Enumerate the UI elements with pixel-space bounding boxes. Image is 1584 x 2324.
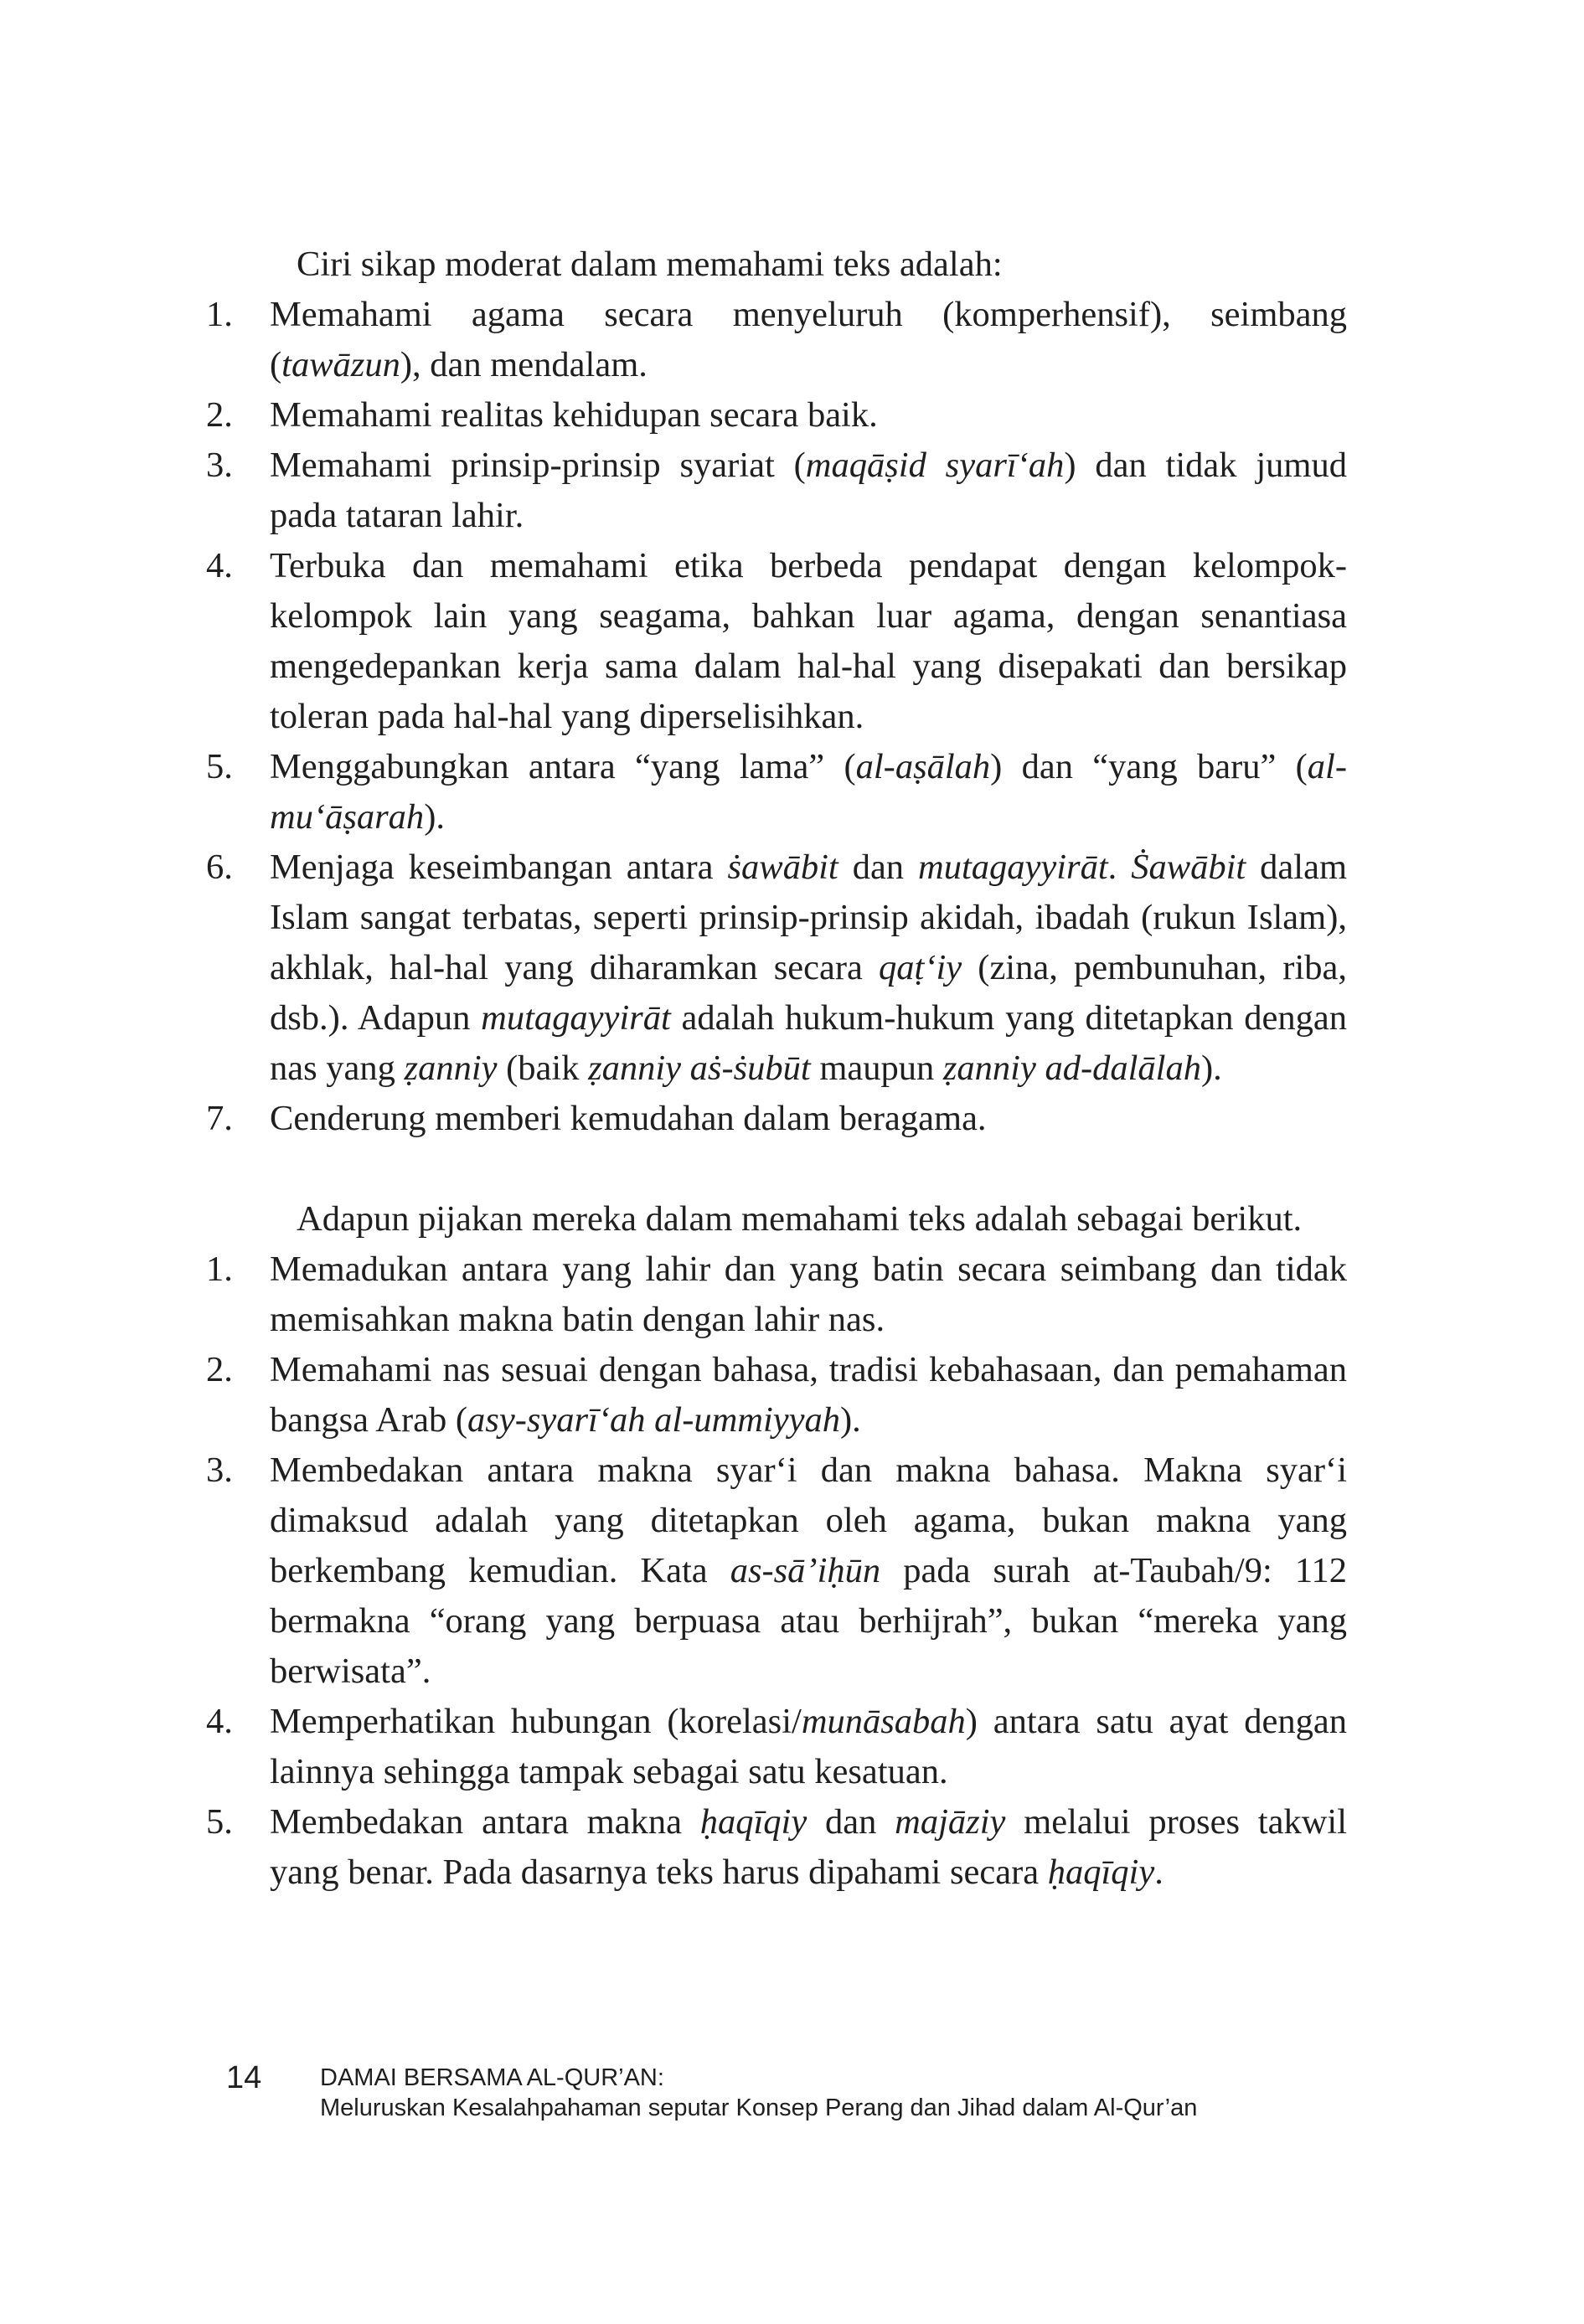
- intro-paragraph-1: Ciri sikap moderat dalam memahami teks adalah:: [297, 245, 1003, 284]
- trait-item-2: [206, 390, 1347, 441]
- list-item-text: Membedakan antara makna ḥaqīqiy dan majāziy melalui proses takwil yang benar. Pada dasarnya teks harus dipahami secara ḥaqīqiy.: [270, 1802, 1347, 1892]
- principle-item-1: [206, 1244, 1347, 1345]
- principle-item-5: [206, 1797, 1347, 1898]
- list-item-text: Menjaga keseimbangan antara ṡawābit dan mutagayyirāt. Ṡawābit dalam Islam sangat terbatas, seperti prinsip-prinsip akidah, ibadah (rukun Islam), akhlak, hal-hal yang diharamkan secara qaṭ‘iy (zina, pembunuhan, riba, dsb.). Adapun mutagayyirāt adalah hukum-hukum yang ditetapkan dengan nas yang ẓanniy (baik ẓanniy aṡ-ṡubūt maupun ẓanniy ad-dalālah).: [270, 848, 1347, 1088]
- page-number: 14: [226, 2060, 262, 2095]
- list-number: 1.: [206, 1250, 233, 1289]
- page-body: [206, 240, 1347, 1898]
- list-item-text: Memperhatikan hubungan (korelasi/munāsabah) antara satu ayat dengan lainnya sehingga tampak sebagai satu kesatuan.: [270, 1702, 1347, 1791]
- list-number: 4.: [206, 546, 233, 585]
- list-item-text: Memahami agama secara menyeluruh (komperhensif), seimbang (tawāzun), dan mendalam.: [270, 295, 1347, 384]
- book-subtitle: Meluruskan Kesalahpahaman seputar Konsep Perang dan Jihad dalam Al-Qur’an: [320, 2095, 1198, 2121]
- running-head: [320, 2063, 1283, 2123]
- list-item-text: Memadukan antara yang lahir dan yang batin secara seimbang dan tidak memisahkan makna batin dengan lahir nas.: [270, 1250, 1347, 1339]
- list-number: 1.: [206, 295, 233, 334]
- list-item-text: Memahami nas sesuai dengan bahasa, tradisi kebahasaan, dan pemahaman bangsa Arab (asy-syarī‘ah al-ummiyyah).: [270, 1350, 1347, 1440]
- trait-item-4: [206, 541, 1347, 742]
- list-number: 3.: [206, 446, 233, 485]
- list-number: 2.: [206, 395, 233, 435]
- section-gap: [206, 1144, 1347, 1194]
- list-number: 5.: [206, 1802, 233, 1842]
- moderate-traits-list: [206, 290, 1347, 1144]
- list-number: 6.: [206, 848, 233, 887]
- list-item-text: Terbuka dan memahami etika berbeda pendapat dengan kelompok-kelompok lain yang seagama, bahkan luar agama, dengan senantiasa mengedepankan kerja sama dalam hal-hal yang disepakati dan bersikap toleran pada hal-hal yang diperselisihkan.: [270, 546, 1347, 736]
- list-item-text: Memahami prinsip-prinsip syariat (maqāṣid syarī‘ah) dan tidak jumud pada tataran lahir.: [270, 446, 1347, 535]
- principle-item-3: [206, 1445, 1347, 1697]
- principle-item-4: [206, 1697, 1347, 1797]
- principle-item-2: [206, 1345, 1347, 1445]
- text-principles-list: [206, 1244, 1347, 1898]
- list-number: 5.: [206, 747, 233, 786]
- list-item-text: Membedakan antara makna syar‘i dan makna bahasa. Makna syar‘i dimaksud adalah yang ditetapkan oleh agama, bukan makna yang berkembang kemudian. Kata as-sā’iḥūn pada surah at-Taubah/9: 112 bermakna “orang yang berpuasa atau berhijrah”, bukan “mereka yang berwisata”.: [270, 1451, 1347, 1691]
- intro-paragraph-2: Adapun pijakan mereka dalam memahami teks adalah sebagai berikut.: [297, 1199, 1303, 1239]
- trait-item-3: [206, 441, 1347, 541]
- book-title: DAMAI BERSAMA AL-QUR’AN:: [320, 2064, 664, 2091]
- trait-item-6: [206, 843, 1347, 1094]
- list-number: 2.: [206, 1350, 233, 1389]
- list-item-text: Cenderung memberi kemudahan dalam beragama.: [270, 1099, 987, 1138]
- list-number: 7.: [206, 1099, 233, 1138]
- list-item-text: Memahami realitas kehidupan secara baik.: [270, 395, 878, 435]
- list-number: 3.: [206, 1451, 233, 1490]
- list-item-text: Menggabungkan antara “yang lama” (al-aṣālah) dan “yang baru” (al-mu‘āṣarah).: [270, 747, 1347, 837]
- trait-item-7: [206, 1094, 1347, 1144]
- list-number: 4.: [206, 1702, 233, 1741]
- trait-item-5: [206, 742, 1347, 843]
- trait-item-1: [206, 290, 1347, 390]
